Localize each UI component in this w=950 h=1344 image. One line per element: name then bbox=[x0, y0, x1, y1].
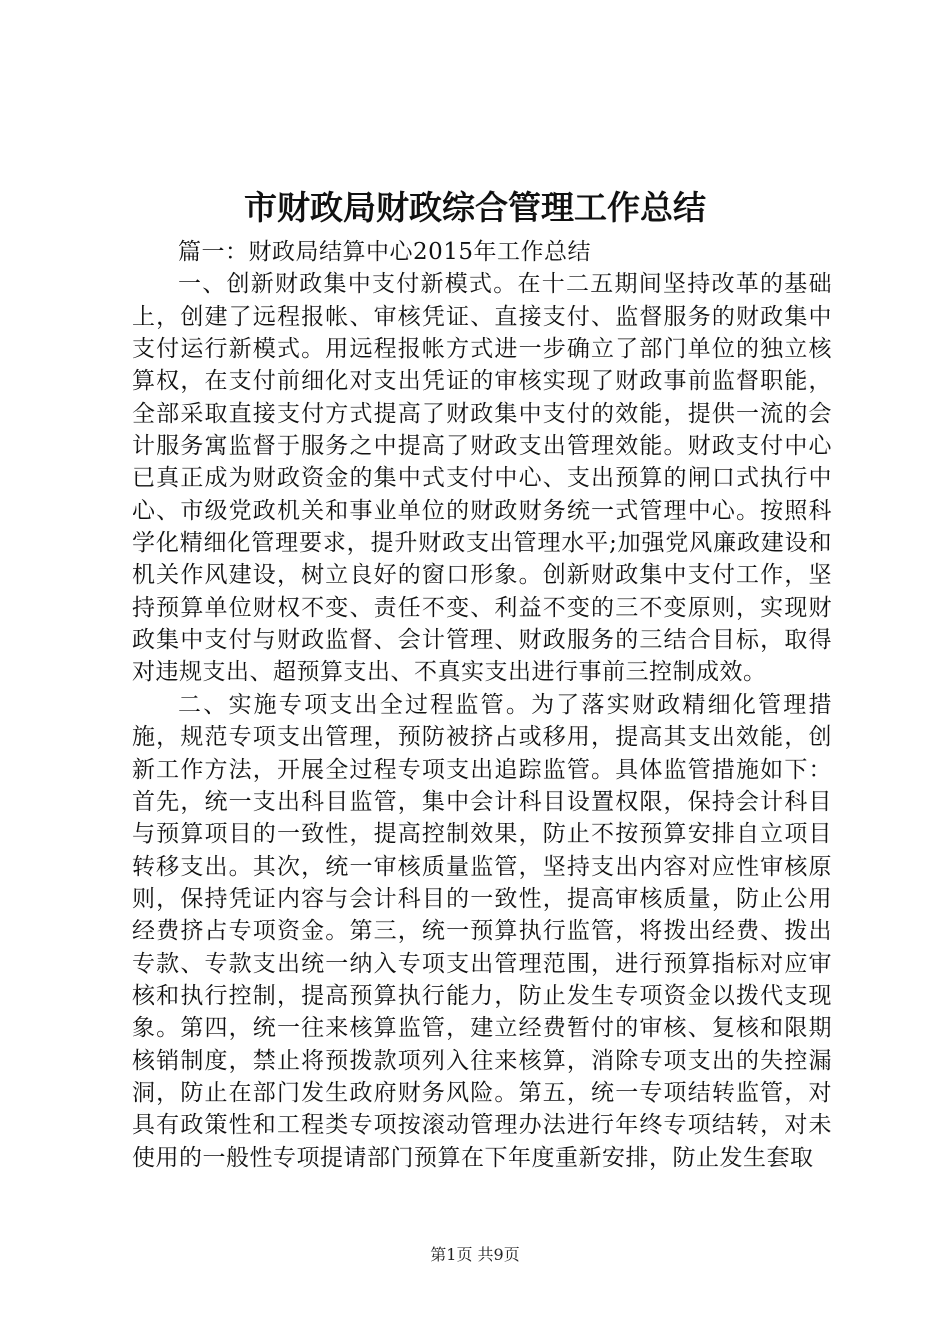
document-title: 市财政局财政综合管理工作总结 bbox=[244, 188, 706, 227]
page-footer: 第1页 共9页 bbox=[430, 1245, 520, 1264]
section-heading: 篇一：财政局结算中心2015年工作总结 bbox=[178, 239, 592, 265]
paragraph-1: 一、创新财政集中支付新模式。在十二五期间坚持改革的基础上，创建了远程报帐、审核凭证、直接支付、监督服务的财政集中支付运行新模式。用远程报帐方式进一步确立了部门单位的独立核算权，在支付前细化对支出凭证的审核实现了财政事前监督职能，全部采取直接支付方式提高了财政集中支付的效能，提供一流的会计服务寓监督于服务之中提高了财政支出管理效能。财政支付中心已真正成为财政资金的集中式支付中心、支出预算的闸口式执行中心、市级党政机关和事业单位的财政财务统一式管理中心。按照科学化精细化管理要求，提升财政支出管理水平;加强党风廉政建设和机关作风建设，树立良好的窗口形象。创新财政集中支付工作，坚持预算单位财权不变、责任不变、利益不变的三不变原则，实现财政集中支付与财政监督、会计管理、财政服务的三结合目标，取得对违规支出、超预算支出、不真实支出进行事前三控制成效。 bbox=[132, 271, 832, 686]
paragraph-2: 二、实施专项支出全过程监管。为了落实财政精细化管理措施，规范专项支出管理，预防被挤占或移用，提高其支出效能，创新工作方法，开展全过程专项支出追踪监管。具体监管措施如下：首先，统一支出科目监管，集中会计科目设置权限，保持会计科目与预算项目的一致性，提高控制效果，防止不按预算安排自立项目转移支出。其次，统一审核质量监管，坚持支出内容对应性审核原则，保持凭证内容与会计科目的一致性，提高审核质量，防止公用经费挤占专项资金。第三，统一预算执行监管，将拨出经费、拨出专款、专款支出统一纳入专项支出管理范围，进行预算指标对应审核和执行控制，提高预算执行能力，防止发生专项资金以拨代支现象。第四，统一往来核算监管，建立经费暂付的审核、复核和限期核销制度，禁止将预拨款项列入往来核算，消除专项支出的失控漏洞，防止在部门发生政府财务风险。第五，统一专项结转监管，对具有政策性和工程类专项按滚动管理办法进行年终专项结转，对未使用的一般性专项提请部门预算在下年度重新安排，防止发生套取 bbox=[132, 691, 832, 1171]
document-body bbox=[132, 236, 832, 1174]
